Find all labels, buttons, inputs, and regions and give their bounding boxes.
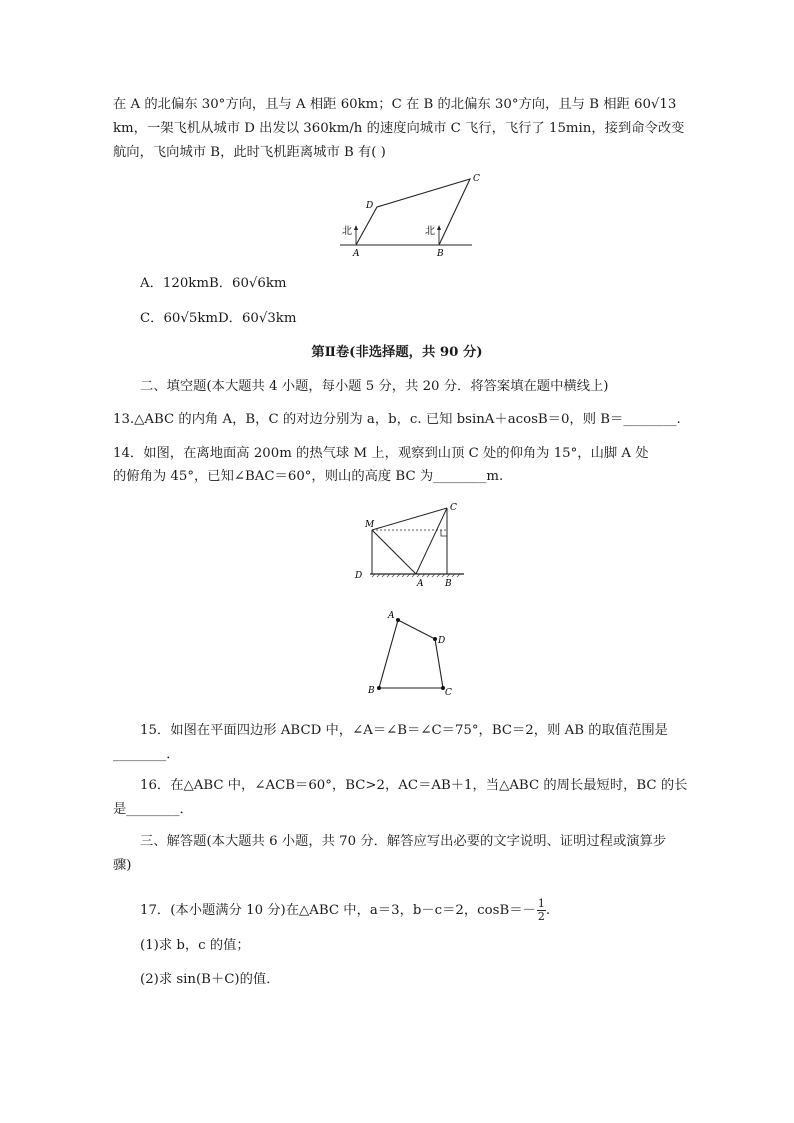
section2-title: 第Ⅱ卷(非选择题，共 90 分) — [311, 345, 483, 360]
q15-line1: 15．如图在平面四边形 ABCD 中，∠A＝∠B＝∠C＝75°，BC＝2，则 AB 的取值范围是 — [140, 723, 668, 738]
point-label-B: B — [368, 686, 375, 696]
route-polyline — [356, 179, 470, 245]
problem12-options-line1: A．120kmB．60√6km — [140, 276, 287, 291]
q14-figure — [350, 498, 468, 592]
point-label-B: B — [445, 579, 452, 589]
point-label-M: M — [365, 520, 375, 530]
q15-line2: ________． — [113, 747, 180, 762]
q17-part1: (1)求 b，c 的值； — [140, 938, 250, 953]
segment-MA — [372, 530, 416, 574]
north-arrowhead-right-icon — [437, 225, 441, 230]
q17-fraction — [537, 898, 546, 923]
q14-line2: 的俯角为 45°，已知∠BAC＝60°，则山的高度 BC 为________m. — [113, 469, 504, 484]
q16-line1: 16．在△ABC 中，∠ACB＝60°，BC>2，AC＝AB＋1，当△ABC 的周长最短时，BC 的长 — [140, 778, 688, 793]
segment-AC — [416, 508, 447, 574]
vertex-B — [377, 686, 381, 690]
right-angle-mark-icon — [441, 530, 447, 536]
point-label-D: D — [366, 201, 374, 211]
q17-frac-tail: . — [545, 903, 551, 918]
section3-line1: 三、解答题(本大题共 6 小题，共 70 分．解答应写出必要的文字说明、证明过程或演算步 — [140, 834, 667, 849]
q15-figure — [363, 605, 459, 699]
problem12-figure — [336, 170, 478, 260]
q14-line1: 14．如图，在离地面高 200m 的热气球 M 上，观察到山顶 C 处的仰角为 15°，山脚 A 处 — [113, 446, 649, 461]
problem12-options-line2: C．60√5kmD．60√3km — [140, 311, 297, 326]
problem12-line1: 在 A 的北偏东 30°方向，且与 A 相距 60km；C 在 B 的北偏东 30°方向，且与 B 相距 60√13 — [113, 97, 677, 112]
section2-instruction: 二、填空题(本大题共 4 小题，每小题 5 分，共 20 分．将答案填在题中横线上) — [140, 379, 609, 394]
quadrilateral-ABCD — [379, 620, 446, 688]
q17-stem — [140, 898, 550, 923]
north-arrowhead-left-icon — [354, 225, 358, 230]
q16-line2: 是________． — [113, 802, 193, 817]
problem12-line2: km，一架飞机从城市 D 出发以 360km/h 的速度向城市 C 飞行，飞行了 15min，接到命令改变 — [113, 121, 685, 136]
vertex-A — [396, 618, 400, 622]
point-label-C: C — [473, 174, 480, 184]
point-label-D: D — [355, 571, 363, 581]
q17-stem-text: 17．(本小题满分 10 分)在△ABC 中，a＝3，b－c＝2，cosB＝－ — [140, 903, 536, 918]
q17-frac-numerator: 1 — [537, 897, 545, 910]
vertex-D — [433, 637, 437, 641]
north-label-left: 北 — [342, 226, 352, 237]
segment-MC — [372, 508, 447, 530]
q17-part2: (2)求 sin(B＋C)的值． — [140, 972, 280, 987]
north-label-right: 北 — [425, 226, 435, 237]
section3-line2: 骤) — [113, 858, 132, 873]
point-label-A: A — [388, 611, 395, 621]
q17-frac-denominator: 2 — [537, 910, 545, 923]
q13-text: 13.△ABC 的内角 A，B，C 的对边分别为 a，b，c. 已知 bsinA＋acosB＝0，则 B＝________. — [113, 412, 681, 427]
point-label-A: A — [417, 579, 424, 589]
point-label-D: D — [438, 636, 446, 646]
point-label-C: C — [450, 503, 457, 513]
point-label-B: B — [437, 249, 444, 259]
problem12-line3: 航向，飞向城市 B，此时飞机距离城市 B 有( ) — [113, 145, 386, 160]
point-label-A: A — [353, 249, 360, 259]
point-label-C: C — [445, 688, 452, 698]
